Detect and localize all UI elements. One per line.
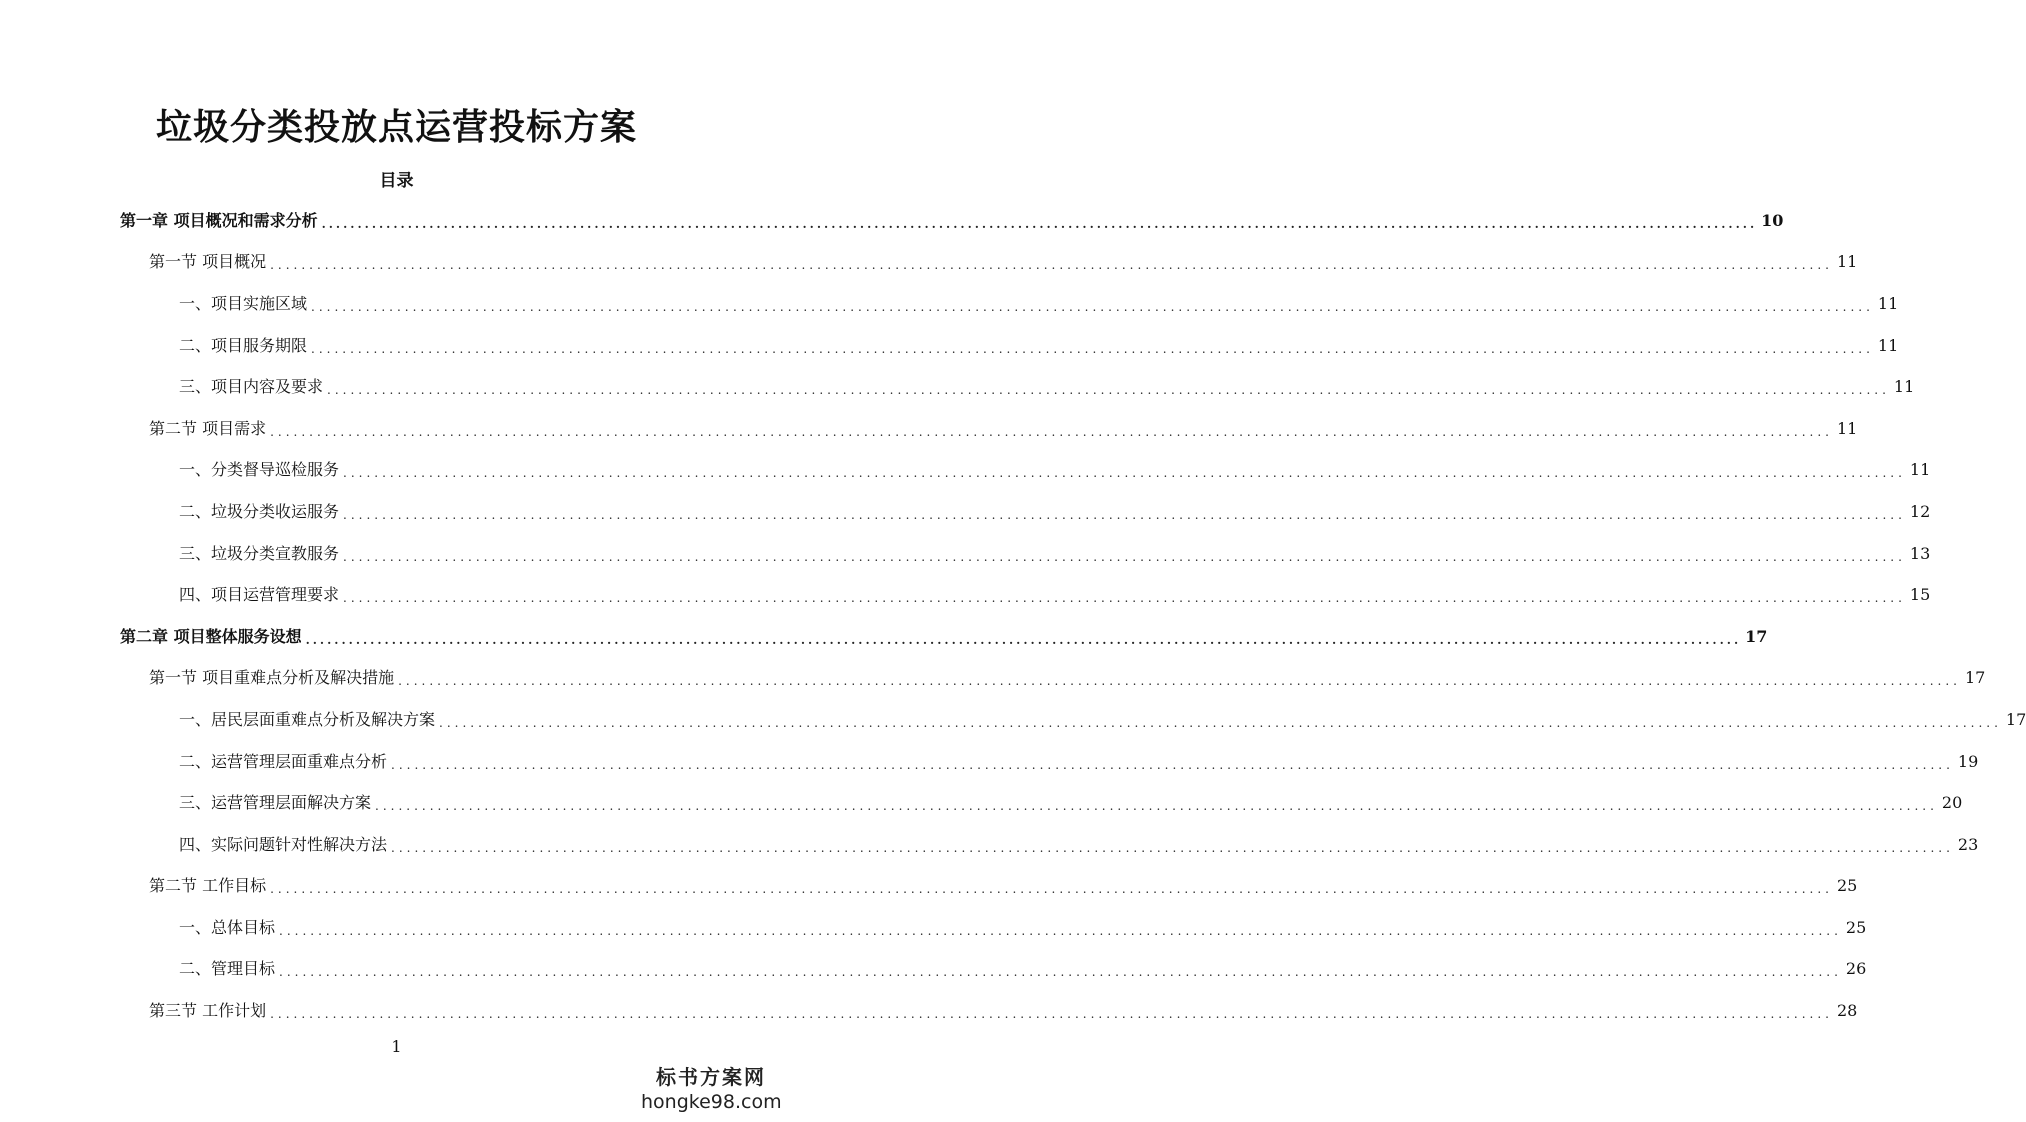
toc-entry-title: 第一节 项目重难点分析及解决措施 [149,668,395,688]
toc-entry[interactable] [0,325,1899,367]
toc-entry-title: 第一章 项目概况和需求分析 [120,210,318,230]
toc-entry-page: 12 [1909,501,1931,521]
toc-entry-page: 11 [1836,252,1858,272]
toc-entry-page: 23 [1957,834,1979,854]
toc-entry-page: 17 [1745,626,1768,646]
toc-entry-title: 四、实际问题针对性解决方法 [179,834,388,854]
toc-entry-title: 第二节 项目需求 [149,418,267,438]
toc-entry-page: 11 [1893,377,1915,397]
toc-entry-page: 28 [1836,1001,1858,1021]
toc-heading: 目录 [379,171,414,191]
toc-entry-title: 二、管理目标 [179,959,276,979]
toc-entry[interactable] [0,658,1986,700]
toc-dot-leader: ........................................................................................................................................................................................................ [305,632,1742,647]
toc-dot-leader: ........................................................................................................................................................................................................ [343,466,1906,481]
table-of-contents [0,200,2026,1032]
toc-dot-leader: ........................................................................................................................................................................................................ [321,216,1758,231]
toc-entry[interactable] [0,990,1858,1032]
toc-entry-title: 一、项目实施区域 [179,293,308,313]
toc-entry-title: 三、运营管理层面解决方案 [179,793,372,813]
toc-dot-leader: ........................................................................................................................................................................................................ [375,799,1938,814]
toc-entry[interactable] [0,616,1768,658]
watermark-logo [641,1064,781,1114]
toc-entry-page: 17 [1964,668,1986,688]
toc-dot-leader: ........................................................................................................................................................................................................ [327,383,1890,398]
toc-dot-leader: ........................................................................................................................................................................................................ [343,549,1906,564]
toc-dot-leader: ........................................................................................................................................................................................................ [311,299,1874,314]
toc-dot-leader: ........................................................................................................................................................................................................ [343,591,1906,606]
toc-entry-page: 17 [2005,709,2026,729]
toc-entry-title: 三、垃圾分类宣教服务 [179,543,340,563]
toc-entry-title: 二、垃圾分类收运服务 [179,501,340,521]
page-number: 1 [391,1037,402,1056]
toc-entry-page: 20 [1941,793,1963,813]
toc-entry[interactable] [0,782,1963,824]
watermark-site-name: 标书方案网 [656,1065,766,1089]
toc-entry-page: 15 [1909,585,1931,605]
toc-entry-page: 25 [1836,876,1858,896]
toc-entry-title: 一、总体目标 [179,917,276,937]
toc-dot-leader: ........................................................................................................................................................................................................ [391,840,1954,855]
toc-dot-leader: ........................................................................................................................................................................................................ [279,965,1842,980]
toc-entry-page: 26 [1845,959,1867,979]
toc-entry-page: 11 [1877,293,1899,313]
toc-entry-title: 第三节 工作计划 [149,1001,267,1021]
toc-entry-title: 三、项目内容及要求 [179,377,324,397]
toc-dot-leader: ........................................................................................................................................................................................................ [270,882,1833,897]
toc-dot-leader: ........................................................................................................................................................................................................ [391,757,1954,772]
toc-entry-page: 10 [1761,210,1784,230]
toc-entry-title: 二、项目服务期限 [179,335,308,355]
toc-entry[interactable] [0,242,1858,284]
toc-entry[interactable] [0,949,1867,991]
toc-dot-leader: ........................................................................................................................................................................................................ [270,1007,1833,1022]
document-title: 垃圾分类投放点运营投标方案 [155,107,637,148]
toc-entry-title: 第一节 项目概况 [149,252,267,272]
toc-entry[interactable] [0,491,1931,533]
toc-entry-page: 19 [1957,751,1979,771]
toc-entry-page: 13 [1909,543,1931,563]
toc-entry-title: 四、项目运营管理要求 [179,585,340,605]
toc-entry-page: 11 [1877,335,1899,355]
watermark-url: hongke98.com [641,1091,782,1113]
toc-dot-leader: ........................................................................................................................................................................................................ [270,258,1833,273]
toc-entry[interactable] [0,450,1931,492]
toc-entry[interactable] [0,366,1915,408]
toc-dot-leader: ........................................................................................................................................................................................................ [439,715,2002,730]
toc-entry[interactable] [0,408,1858,450]
toc-entry[interactable] [0,574,1931,616]
toc-dot-leader: ........................................................................................................................................................................................................ [270,424,1833,439]
toc-entry[interactable] [0,699,2026,741]
toc-entry-title: 一、分类督导巡检服务 [179,460,340,480]
toc-entry[interactable] [0,283,1899,325]
toc-dot-leader: ........................................................................................................................................................................................................ [343,507,1906,522]
toc-entry[interactable] [0,741,1979,783]
toc-entry[interactable] [0,866,1858,908]
toc-entry-page: 11 [1909,460,1931,480]
toc-entry-title: 一、居民层面重难点分析及解决方案 [179,709,436,729]
toc-entry-title: 第二节 工作目标 [149,876,267,896]
toc-entry[interactable] [0,824,1979,866]
toc-entry-title: 二、运营管理层面重难点分析 [179,751,388,771]
toc-entry[interactable] [0,533,1931,575]
toc-entry-page: 25 [1845,917,1867,937]
toc-dot-leader: ........................................................................................................................................................................................................ [311,341,1874,356]
toc-entry-page: 11 [1836,418,1858,438]
toc-entry[interactable] [0,907,1867,949]
toc-entry[interactable] [0,200,1784,242]
toc-dot-leader: ........................................................................................................................................................................................................ [398,674,1961,689]
toc-dot-leader: ........................................................................................................................................................................................................ [279,923,1842,938]
toc-entry-title: 第二章 项目整体服务设想 [120,626,302,646]
